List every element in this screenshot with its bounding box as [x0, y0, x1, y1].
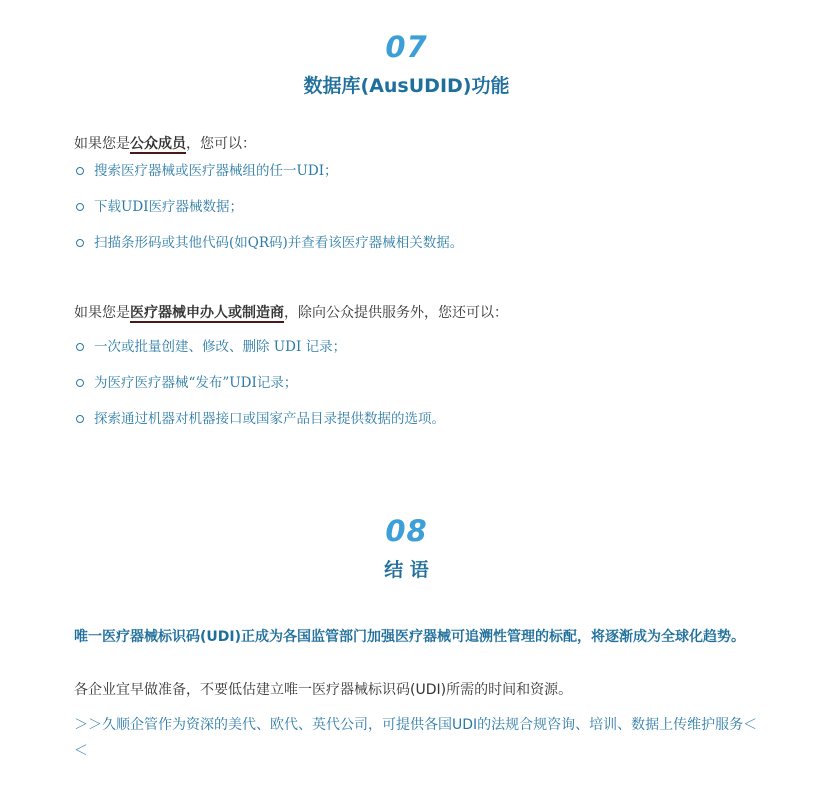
intro-prefix: 如果您是 — [74, 136, 130, 152]
list-item-text: 下载UDI医疗器械数据； — [94, 199, 244, 215]
list-item-text: 扫描条形码或其他代码(如QR码)并查看该医疗器械相关数据。 — [94, 235, 464, 251]
intro-prefix: 如果您是 — [74, 305, 130, 321]
public-member-list — [74, 163, 463, 271]
sponsor-intro — [74, 302, 508, 322]
section-8-number: 08 — [385, 514, 428, 548]
bullet-circle-icon — [76, 415, 84, 423]
sponsor-list — [74, 339, 445, 447]
section-7-number: 07 — [385, 30, 428, 64]
bullet-circle-icon — [76, 203, 84, 211]
list-item — [74, 235, 463, 271]
section-7-title: 数据库(AusUDID)功能 — [303, 75, 510, 97]
list-item-text: 搜索医疗器械或医疗器械组的任一UDI； — [94, 163, 338, 179]
conclusion-bold-text: 唯一医疗器械标识码(UDI)正成为各国监管部门加强医疗器械可追溯性管理的标配，将逐渐成为全球化趋势。 — [74, 629, 745, 645]
list-item — [74, 199, 463, 235]
list-item — [74, 163, 463, 199]
list-item-text: 为医疗医疗器械“发布”UDI记录； — [94, 375, 298, 391]
intro-suffix: ，您可以： — [186, 136, 256, 152]
list-item — [74, 411, 445, 447]
conclusion-plain-text: 各企业宜早做准备，不要低估建立唯一医疗器械标识码(UDI)所需的时间和资源。 — [74, 682, 573, 698]
intro-suffix: ，除向公众提供服务外，您还可以： — [284, 305, 508, 321]
list-item — [74, 375, 445, 411]
section-8-title: 结 语 — [384, 559, 429, 581]
service-note: ＞＞久顺企管作为资深的美代、欧代、英代公司，可提供各国UDI的法规合规咨询、培训、数据上传维护服务＜＜ — [74, 717, 758, 759]
list-item-text: 一次或批量创建、修改、删除 UDI 记录； — [94, 339, 347, 355]
bullet-circle-icon — [76, 167, 84, 175]
bullet-circle-icon — [76, 239, 84, 247]
list-item-text: 探索通过机器对机器接口或国家产品目录提供数据的选项。 — [94, 411, 445, 427]
public-member-intro — [74, 133, 256, 153]
public-member-highlight: 公众成员 — [130, 136, 186, 152]
list-item — [74, 339, 445, 375]
bullet-circle-icon — [76, 343, 84, 351]
bullet-circle-icon — [76, 379, 84, 387]
sponsor-highlight: 医疗器械申办人或制造商 — [130, 305, 284, 321]
